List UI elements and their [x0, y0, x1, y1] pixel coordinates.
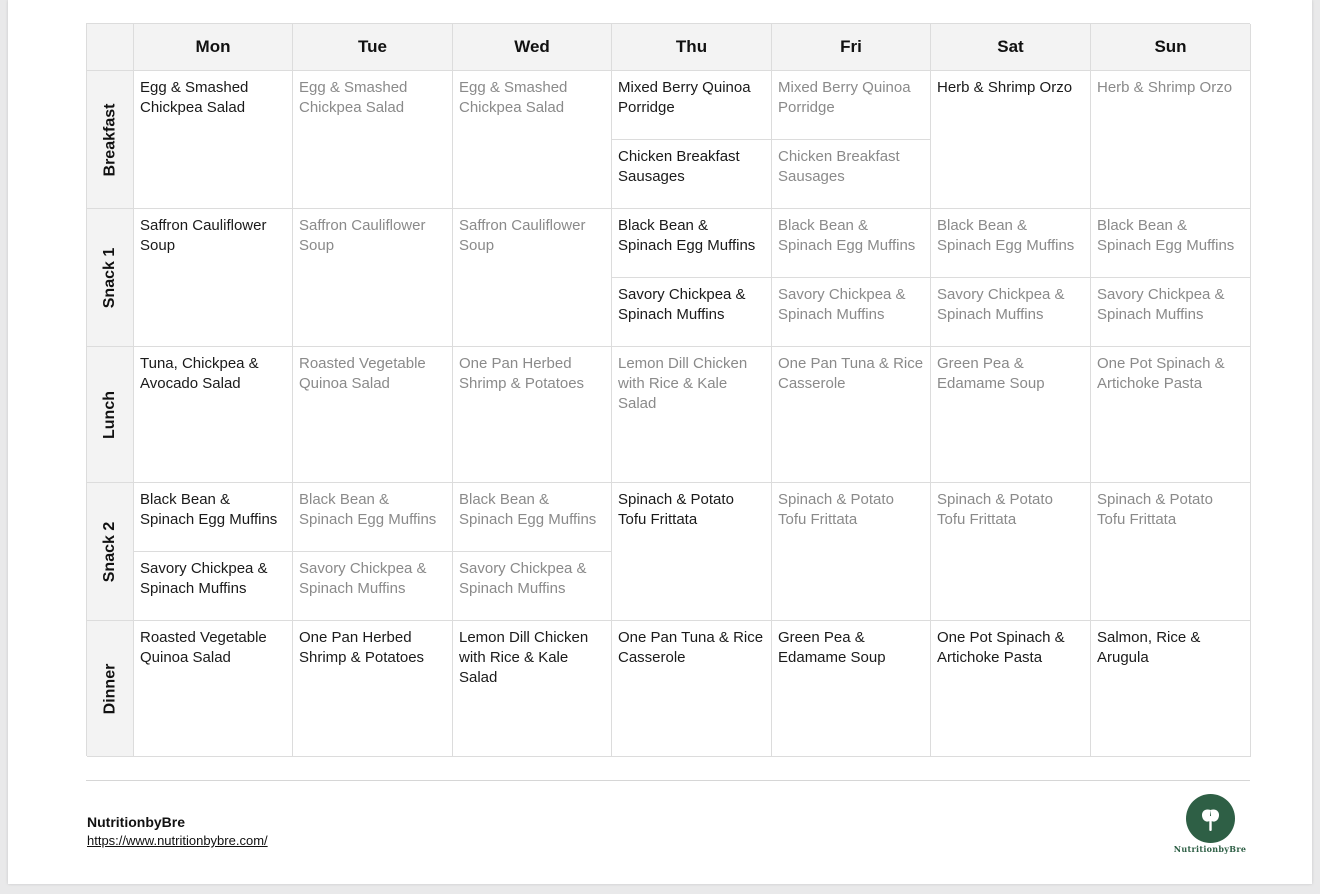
meal-label-text: Breakfast [101, 103, 118, 176]
meal-cell: Egg & Smashed Chickpea Salad [293, 71, 453, 209]
meal-cell: One Pan Tuna & Rice Casserole [772, 347, 931, 483]
meal-cell: Savory Chickpea & Spinach Muffins [293, 552, 453, 621]
meal-cell: Black Bean & Spinach Egg Muffins [612, 209, 772, 278]
meal-cell: Black Bean & Spinach Egg Muffins [134, 483, 293, 552]
meal-label-breakfast [87, 71, 134, 209]
meal-cell: Salmon, Rice & Arugula [1091, 621, 1251, 757]
meal-cell: Savory Chickpea & Spinach Muffins [134, 552, 293, 621]
meal-cell: Roasted Vegetable Quinoa Salad [293, 347, 453, 483]
meal-cell: One Pot Spinach & Artichoke Pasta [1091, 347, 1251, 483]
meal-label-text: Snack 1 [101, 247, 119, 308]
day-header-tue: Tue [293, 24, 453, 71]
footer-brand: NutritionbyBre [87, 814, 185, 830]
day-header-sat: Sat [931, 24, 1091, 71]
meal-cell: Green Pea & Edamame Soup [931, 347, 1091, 483]
meal-label-text: Snack 2 [101, 521, 119, 582]
day-header-wed: Wed [453, 24, 612, 71]
meal-cell: Saffron Cauliflower Soup [134, 209, 293, 347]
day-header-mon: Mon [134, 24, 293, 71]
meal-cell: Egg & Smashed Chickpea Salad [453, 71, 612, 209]
meal-cell: Savory Chickpea & Spinach Muffins [453, 552, 612, 621]
table-corner [87, 24, 134, 71]
meal-label-lunch [87, 347, 134, 483]
meal-label-snack-2 [87, 483, 134, 621]
meal-cell: One Pan Herbed Shrimp & Potatoes [293, 621, 453, 757]
meal-cell: Roasted Vegetable Quinoa Salad [134, 621, 293, 757]
meal-cell: Savory Chickpea & Spinach Muffins [772, 278, 931, 347]
meal-cell: Egg & Smashed Chickpea Salad [134, 71, 293, 209]
meal-cell: Black Bean & Spinach Egg Muffins [1091, 209, 1251, 278]
meal-cell: One Pan Herbed Shrimp & Potatoes [453, 347, 612, 483]
meal-label-dinner [87, 621, 134, 757]
footer-website-link[interactable]: https://www.nutritionbybre.com/ [87, 833, 268, 848]
meal-cell: Mixed Berry Quinoa Porridge [612, 71, 772, 140]
footer-divider [86, 780, 1250, 781]
meal-cell: Chicken Breakfast Sausages [772, 140, 931, 209]
meal-cell: Black Bean & Spinach Egg Muffins [772, 209, 931, 278]
leaf-icon [1186, 794, 1235, 843]
meal-label-text: Dinner [101, 663, 119, 714]
meal-cell: Spinach & Potato Tofu Frittata [612, 483, 772, 621]
meal-cell: Black Bean & Spinach Egg Muffins [453, 483, 612, 552]
day-header-fri: Fri [772, 24, 931, 71]
meal-cell: Black Bean & Spinach Egg Muffins [293, 483, 453, 552]
meal-cell: Spinach & Potato Tofu Frittata [1091, 483, 1251, 621]
logo-wordmark: NutritionbyBre [1173, 844, 1247, 854]
meal-cell: Black Bean & Spinach Egg Muffins [931, 209, 1091, 278]
meal-cell: Saffron Cauliflower Soup [453, 209, 612, 347]
meal-plan-page [8, 0, 1312, 884]
meal-cell: Savory Chickpea & Spinach Muffins [1091, 278, 1251, 347]
meal-cell: Herb & Shrimp Orzo [1091, 71, 1251, 209]
meal-cell: Savory Chickpea & Spinach Muffins [931, 278, 1091, 347]
meal-cell: Spinach & Potato Tofu Frittata [772, 483, 931, 621]
meal-cell: Lemon Dill Chicken with Rice & Kale Salad [453, 621, 612, 757]
meal-cell: Chicken Breakfast Sausages [612, 140, 772, 209]
nutritionbybre-logo [1170, 794, 1250, 856]
meal-cell: One Pan Tuna & Rice Casserole [612, 621, 772, 757]
meal-cell: Mixed Berry Quinoa Porridge [772, 71, 931, 140]
meal-label-text: Lunch [101, 390, 118, 439]
meal-label-snack-1 [87, 209, 134, 347]
meal-cell: Saffron Cauliflower Soup [293, 209, 453, 347]
meal-cell: Tuna, Chickpea & Avocado Salad [134, 347, 293, 483]
meal-cell: Lemon Dill Chicken with Rice & Kale Salad [612, 347, 772, 483]
day-header-sun: Sun [1091, 24, 1251, 71]
meal-cell: Spinach & Potato Tofu Frittata [931, 483, 1091, 621]
day-header-thu: Thu [612, 24, 772, 71]
meal-cell: One Pot Spinach & Artichoke Pasta [931, 621, 1091, 757]
meal-cell: Green Pea & Edamame Soup [772, 621, 931, 757]
meal-plan-table [86, 23, 1250, 756]
meal-cell: Savory Chickpea & Spinach Muffins [612, 278, 772, 347]
meal-cell: Herb & Shrimp Orzo [931, 71, 1091, 209]
